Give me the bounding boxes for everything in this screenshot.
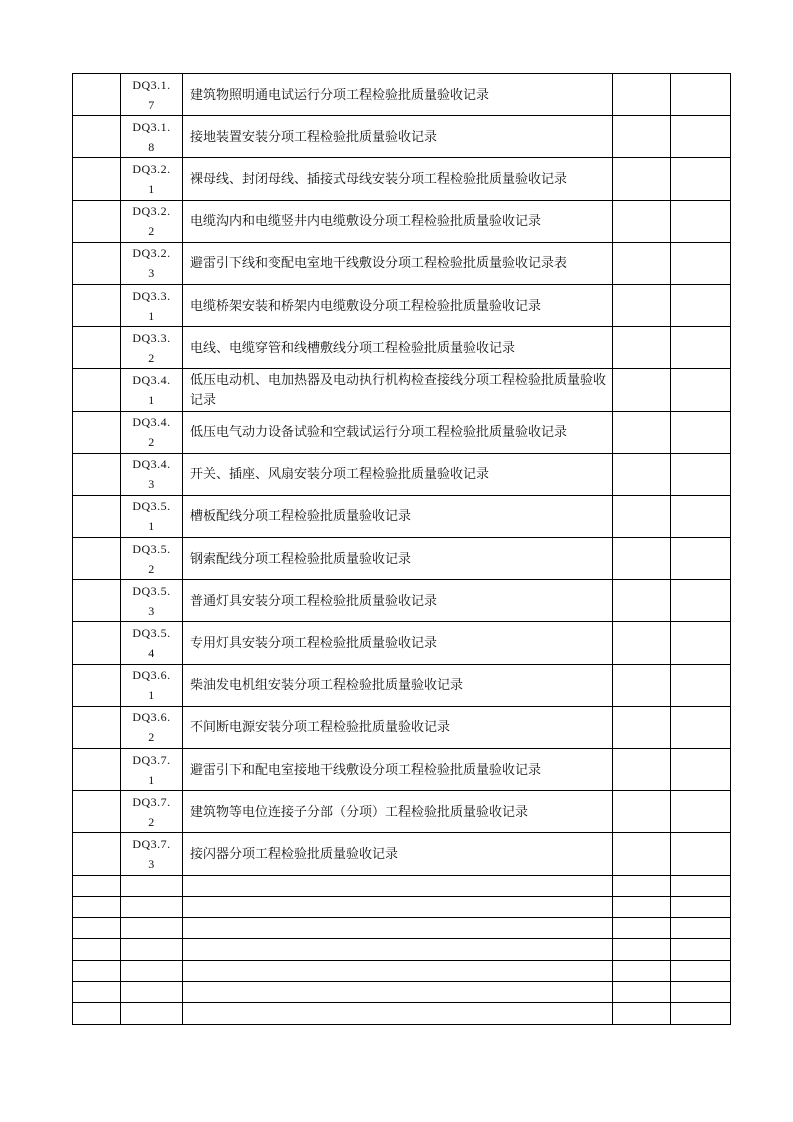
code-line-1: DQ3.4. [132,457,171,472]
index-cell [73,327,121,369]
record-name-cell: 避雷引下和配电室接地干线敷设分项工程检验批质量验收记录 [183,749,613,791]
blank-cell [613,327,671,369]
code-line-1: DQ3.5. [132,499,171,514]
table-row [73,411,731,453]
blank-cell [613,74,671,116]
code-line-2: 4 [148,646,155,661]
blank-cell [183,896,613,917]
index-cell [73,284,121,326]
code-line-1: DQ3.7. [132,794,171,809]
blank-cell [121,918,183,939]
blank-cell [183,875,613,896]
blank-cell [613,833,671,875]
blank-cell [183,939,613,960]
record-name-cell: 开关、插座、风扇安装分项工程检验批质量验收记录 [183,453,613,495]
blank-cell [613,918,671,939]
blank-cell [613,538,671,580]
blank-cell [671,369,731,411]
blank-cell [121,896,183,917]
code-cell [121,242,183,284]
code-line-1: DQ3.2. [132,161,171,176]
code-line-1: DQ3.6. [132,710,171,725]
blank-cell [671,749,731,791]
blank-cell [121,960,183,981]
blank-cell [613,982,671,1003]
index-cell [73,453,121,495]
code-cell [121,495,183,537]
code-cell [121,664,183,706]
table-row [73,242,731,284]
blank-cell [73,939,121,960]
table-row [73,200,731,242]
record-name-cell: 专用灯具安装分项工程检验批质量验收记录 [183,622,613,664]
blank-cell [671,495,731,537]
blank-cell [73,918,121,939]
code-line-1: DQ3.6. [132,668,171,683]
blank-cell [671,918,731,939]
code-cell [121,706,183,748]
index-cell [73,369,121,411]
code-line-1: DQ3.1. [132,119,171,134]
record-name-cell: 电缆桥架安装和桥架内电缆敷设分项工程检验批质量验收记录 [183,284,613,326]
code-cell [121,791,183,833]
code-line-2: 1 [148,308,155,323]
code-line-2: 1 [148,519,155,534]
blank-cell [613,369,671,411]
empty-table-row [73,1003,731,1024]
code-line-2: 2 [148,730,155,745]
code-cell [121,580,183,622]
blank-cell [121,982,183,1003]
blank-cell [671,158,731,200]
code-line-2: 1 [148,181,155,196]
blank-cell [671,960,731,981]
blank-cell [613,875,671,896]
record-name-cell: 接闪器分项工程检验批质量验收记录 [183,833,613,875]
blank-cell [671,706,731,748]
empty-table-row [73,896,731,917]
code-line-2: 3 [148,856,155,871]
code-line-1: DQ3.4. [132,415,171,430]
blank-cell [671,875,731,896]
index-cell [73,158,121,200]
index-cell [73,833,121,875]
index-cell [73,706,121,748]
code-cell [121,453,183,495]
code-cell [121,622,183,664]
blank-cell [613,411,671,453]
blank-cell [671,580,731,622]
blank-cell [613,495,671,537]
blank-cell [73,982,121,1003]
blank-cell [671,622,731,664]
code-line-2: 1 [148,688,155,703]
code-line-2: 1 [148,392,155,407]
blank-cell [671,538,731,580]
table-row [73,327,731,369]
table-row [73,664,731,706]
blank-cell [613,200,671,242]
blank-cell [183,960,613,981]
index-cell [73,580,121,622]
table-row [73,622,731,664]
record-name-cell: 裸母线、封闭母线、插接式母线安装分项工程检验批质量验收记录 [183,158,613,200]
code-line-2: 3 [148,603,155,618]
table-row [73,74,731,116]
code-cell [121,833,183,875]
blank-cell [671,74,731,116]
table-row [73,453,731,495]
code-cell [121,411,183,453]
blank-cell [671,116,731,158]
blank-cell [613,580,671,622]
index-cell [73,116,121,158]
index-cell [73,411,121,453]
record-name-cell: 建筑物照明通电试运行分项工程检验批质量验收记录 [183,74,613,116]
table-row [73,749,731,791]
blank-cell [613,939,671,960]
blank-cell [183,982,613,1003]
blank-cell [121,875,183,896]
blank-cell [73,875,121,896]
blank-cell [613,284,671,326]
empty-table-row [73,982,731,1003]
blank-cell [671,200,731,242]
code-line-2: 3 [148,477,155,492]
code-line-2: 2 [148,814,155,829]
table-row [73,791,731,833]
code-cell [121,538,183,580]
blank-cell [613,706,671,748]
empty-table-row [73,939,731,960]
code-cell [121,116,183,158]
blank-cell [613,242,671,284]
code-cell [121,284,183,326]
code-line-1: DQ3.4. [132,372,171,387]
blank-cell [613,453,671,495]
record-name-cell: 槽板配线分项工程检验批质量验收记录 [183,495,613,537]
code-line-2: 7 [148,97,155,112]
code-cell [121,74,183,116]
table-row [73,706,731,748]
code-line-2: 2 [148,561,155,576]
record-name-cell: 不间断电源安装分项工程检验批质量验收记录 [183,706,613,748]
table-row [73,158,731,200]
blank-cell [671,791,731,833]
code-line-1: DQ3.7. [132,752,171,767]
record-name-cell: 钢索配线分项工程检验批质量验收记录 [183,538,613,580]
empty-table-row [73,918,731,939]
code-cell [121,200,183,242]
table-row [73,369,731,411]
inspection-record-table [72,73,731,1025]
blank-cell [671,1003,731,1024]
code-line-2: 3 [148,266,155,281]
blank-cell [671,242,731,284]
code-line-1: DQ3.1. [132,77,171,92]
index-cell [73,749,121,791]
blank-cell [671,664,731,706]
table-row [73,116,731,158]
blank-cell [613,960,671,981]
blank-cell [671,411,731,453]
blank-cell [671,982,731,1003]
empty-table-row [73,875,731,896]
blank-cell [73,960,121,981]
blank-cell [613,158,671,200]
blank-cell [121,939,183,960]
record-name-cell: 接地装置安装分项工程检验批质量验收记录 [183,116,613,158]
table-row [73,495,731,537]
code-cell [121,327,183,369]
blank-cell [671,896,731,917]
code-cell [121,158,183,200]
record-name-cell: 低压电气动力设备试验和空载试运行分项工程检验批质量验收记录 [183,411,613,453]
record-name-cell: 电缆沟内和电缆竖井内电缆敷设分项工程检验批质量验收记录 [183,200,613,242]
record-name-cell: 避雷引下线和变配电室地干线敷设分项工程检验批质量验收记录表 [183,242,613,284]
blank-cell [613,791,671,833]
blank-cell [613,749,671,791]
code-line-2: 2 [148,435,155,450]
record-name-cell: 柴油发电机组安装分项工程检验批质量验收记录 [183,664,613,706]
record-name-cell: 电线、电缆穿管和线槽敷线分项工程检验批质量验收记录 [183,327,613,369]
index-cell [73,791,121,833]
table-row [73,538,731,580]
blank-cell [613,896,671,917]
code-line-1: DQ3.3. [132,330,171,345]
index-cell [73,242,121,284]
code-line-2: 2 [148,224,155,239]
blank-cell [671,327,731,369]
index-cell [73,200,121,242]
blank-cell [613,1003,671,1024]
empty-table-row [73,960,731,981]
code-line-1: DQ3.7. [132,836,171,851]
blank-cell [613,116,671,158]
index-cell [73,664,121,706]
index-cell [73,538,121,580]
code-line-1: DQ3.2. [132,204,171,219]
index-cell [73,622,121,664]
code-line-1: DQ3.2. [132,246,171,261]
code-cell [121,749,183,791]
index-cell [73,74,121,116]
blank-cell [121,1003,183,1024]
table-row [73,284,731,326]
code-line-1: DQ3.3. [132,288,171,303]
code-line-2: 8 [148,139,155,154]
blank-cell [671,833,731,875]
blank-cell [671,939,731,960]
record-name-cell: 低压电动机、电加热器及电动执行机构检查接线分项工程检验批质量验收记录 [183,369,613,411]
record-name-cell: 普通灯具安装分项工程检验批质量验收记录 [183,580,613,622]
blank-cell [73,1003,121,1024]
blank-cell [73,896,121,917]
blank-cell [613,622,671,664]
table-row [73,580,731,622]
index-cell [73,495,121,537]
blank-cell [671,284,731,326]
blank-cell [183,1003,613,1024]
code-cell [121,369,183,411]
code-line-2: 2 [148,350,155,365]
blank-cell [671,453,731,495]
blank-cell [613,664,671,706]
code-line-2: 1 [148,772,155,787]
code-line-1: DQ3.5. [132,626,171,641]
code-line-1: DQ3.5. [132,541,171,556]
blank-cell [183,918,613,939]
record-name-cell: 建筑物等电位连接子分部（分项）工程检验批质量验收记录 [183,791,613,833]
code-line-1: DQ3.5. [132,583,171,598]
table-row [73,833,731,875]
